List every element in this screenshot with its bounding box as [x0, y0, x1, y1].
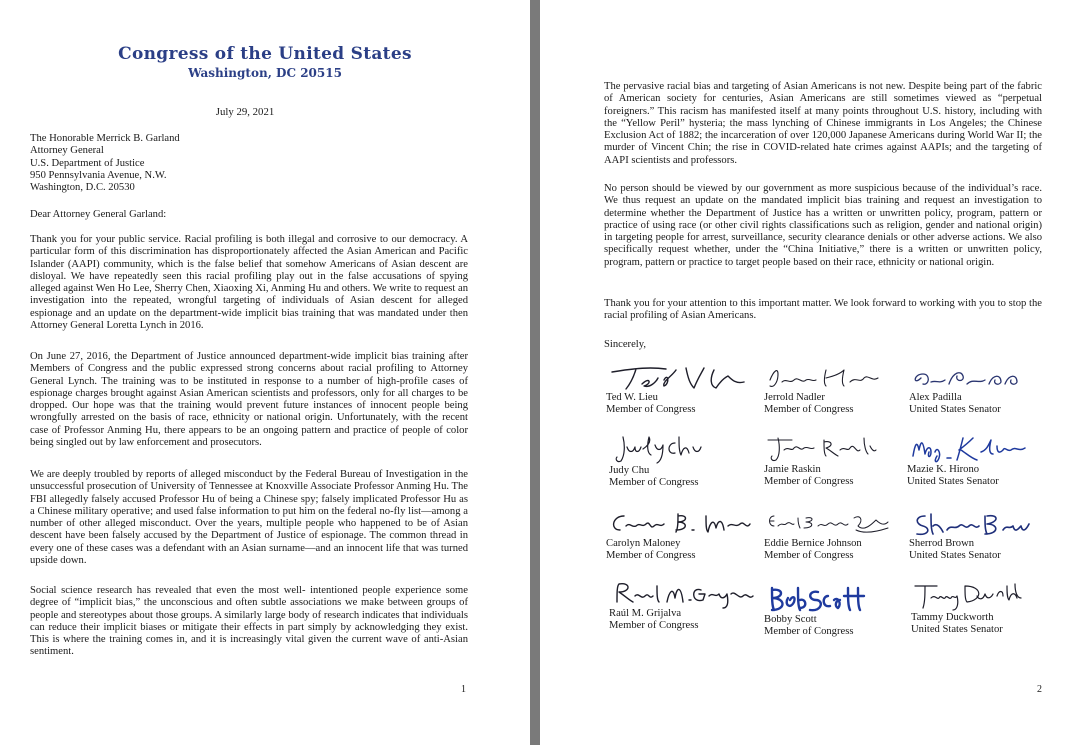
body-paragraph: Social science research has revealed that even the most well- intentioned people experience some degree of “implicit bias,” the unconscious and often subtle associations we make between groups of people and stereotypes about those groups. A similarly large body of research indicates that individuals can reduce their implicit biases or mitigate their effects in part simply by acknowledging they exist. This is where the training comes in, and it is increasingly vital given the current wave of anti-Asian sentiment. — [30, 585, 468, 658]
signature-block — [609, 578, 759, 633]
signature-block — [606, 508, 756, 563]
signatory-name: Judy Chu — [609, 465, 650, 476]
signatory-title: Member of Congress — [764, 626, 854, 638]
recipient-line: U.S. Department of Justice — [30, 157, 145, 169]
signature-block — [911, 578, 1031, 637]
page-gutter — [530, 0, 540, 745]
signatory-name: Tammy Duckworth — [911, 612, 994, 623]
signature-tammy-duckworth — [911, 578, 1031, 612]
signatory-name: Ted W. Lieu — [606, 392, 658, 403]
letterhead-title: Congress of the United States — [118, 44, 412, 64]
signature-jamie-raskin — [764, 432, 884, 464]
signatory-title: Member of Congress — [606, 550, 696, 562]
signatory-title: United States Senator — [911, 624, 1003, 636]
signature-alex-padilla — [909, 364, 1029, 392]
signature-block — [609, 431, 719, 490]
recipient-line: 950 Pennsylvania Avenue, N.W. — [30, 169, 167, 181]
signature-sherrod-brown — [909, 508, 1039, 538]
signatory-title: Member of Congress — [606, 404, 696, 416]
salutation: Dear Attorney General Garland: — [30, 209, 167, 220]
signatory-name: Jerrold Nadler — [764, 392, 825, 403]
signature-block — [606, 362, 756, 417]
signatory-name: Mazie K. Hirono — [907, 464, 980, 475]
body-paragraph: No person should be viewed by our government as more suspicious because of the individual’s race. We thus request an update on the mandated implicit bias training and request an investigation to determine whether the Department of Justice has a written or unwritten policy, program, pattern or practice of using race (or other civil rights classifications such as religion, gender and national origin) in targeting people for arrest, surveillance, security clearance denials or other adverse actions. We also specifically request whether, under the “China Initiative,” there is a written or unwritten policy, program, pattern or practice to target people based on their race, ethnicity or national origin. — [604, 183, 1042, 268]
signatory-title: Member of Congress — [764, 404, 854, 416]
signature-eddie-bernice-johnson — [764, 510, 894, 538]
signatory-title: Member of Congress — [609, 620, 699, 632]
signatory-title: United States Senator — [907, 476, 999, 488]
signature-block — [764, 582, 874, 639]
signature-block — [764, 364, 884, 417]
page-number: 1 — [461, 684, 466, 695]
signature-ted-lieu — [606, 362, 756, 392]
letterhead-address: Washington, DC 20515 — [188, 66, 342, 80]
signature-mazie-hirono — [907, 432, 1037, 464]
signature-block — [764, 510, 894, 563]
letter-date: July 29, 2021 — [215, 106, 275, 118]
signature-raul-grijalva — [609, 578, 759, 608]
body-paragraph: The pervasive racial bias and targeting of Asian Americans is not new. Despite being part of the fabric of American society for centuries, Asian Americans are still sometimes viewed as “perpetual foreigners.” This racism has manifested itself at many points throughout U.S. history, including with the “Yellow Peril” hysteria; the mass lynching of Chinese immigrants in Los Angeles; the Chinese Exclusion Act of 1882; the incarceration of over 120,000 Japanese Americans during World War II; the murder of Vincent Chin; the rise in COVID-related hate crimes against AAPIs; and the targeting of AAPI scientists and professors. — [604, 81, 1042, 166]
signatory-name: Raúl M. Grijalva — [609, 608, 682, 619]
signature-block — [907, 432, 1037, 489]
signature-block — [909, 508, 1039, 563]
recipient-address — [30, 133, 330, 194]
signature-bobby-scott — [764, 582, 874, 614]
signatory-title: Member of Congress — [764, 476, 854, 488]
signatory-title: Member of Congress — [609, 477, 699, 489]
signatory-name: Bobby Scott — [764, 614, 817, 625]
body-paragraph: Thank you for your public service. Racial profiling is both illegal and corrosive to our democracy. A particular form of this discrimination has disproportionately affected the Asian American and Pacific Islander (AAPI) community, which is the false belief that somehow Americans of Asian descent are disloyal. We have repeatedly seen this racial profiling play out in the false accusations of spying alleged against Wen Ho Lee, Sherry Chen, Xiaoxing Xi, Anming Hu and others. We write to request an investigation into the repeated, wrongful targeting of individuals of Asian descent for alleged espionage and an update on the department-wide implicit bias training that was mandated under then Attorney General Loretta Lynch in 2016. — [30, 234, 468, 332]
signatory-name: Eddie Bernice Johnson — [764, 538, 862, 549]
signatory-name: Jamie Raskin — [764, 464, 821, 475]
signatory-name: Carolyn Maloney — [606, 538, 681, 549]
signature-judy-chu — [609, 431, 719, 465]
signatory-name: Sherrod Brown — [909, 538, 975, 549]
signatory-title: United States Senator — [909, 550, 1001, 562]
body-paragraph: We are deeply troubled by reports of alleged misconduct by the Federal Bureau of Investigation in the unsuccessful prosecution of University of Tennessee at Knoxville Associate Professor Anming Hu. The FBI allegedly falsely accused Professor Hu of being a Chinese spy; falsely implicated Professor Hu as a Chinese military operative; and used false information to put him on the federal no-fly list—among a number of other alleged misconduct. Over the years, multiple people who happened to be of Asian descent have been falsely accused by the Department of Justice of espionage. The common thread in every one of these cases was a defendant with an Asian surname—and an innocent life that was turned upside down. — [30, 469, 468, 567]
signatory-title: Member of Congress — [764, 550, 854, 562]
signature-jerrold-nadler — [764, 364, 884, 392]
page-number: 2 — [1037, 684, 1042, 695]
signatory-name: Alex Padilla — [909, 392, 962, 403]
recipient-line: Washington, D.C. 20530 — [30, 182, 135, 194]
recipient-line: Attorney General — [30, 145, 104, 157]
body-paragraph: On June 27, 2016, the Department of Justice announced department-wide implicit bias training after Members of Congress and the public expressed strong concerns about racial profiling to Attorney General Lynch. The training was to be instituted in response to a number of high-profile cases of espionage charges brought against Asian American scientists and professors, only for all charges to be dropped. Our hope was that the training would prevent future instances of innocent people being wrongfully arrested on the basis of race, ethnicity or national origin. Unfortunately, with the recent case of Professor Anming Hu, there appears to be an ongoing pattern and practice of people of color being singled out by law enforcement and prosecutors. — [30, 351, 468, 449]
body-paragraph: Thank you for your attention to this important matter. We look forward to working with you to stop the racial profiling of Asian Americans. — [604, 298, 1042, 322]
closing: Sincerely, — [604, 339, 646, 350]
signature-block — [764, 432, 884, 489]
signatory-title: United States Senator — [909, 404, 1001, 416]
signature-block — [909, 364, 1029, 417]
signature-carolyn-maloney — [606, 508, 756, 538]
letter-page-1 — [0, 0, 530, 745]
recipient-line: The Honorable Merrick B. Garland — [30, 133, 180, 144]
